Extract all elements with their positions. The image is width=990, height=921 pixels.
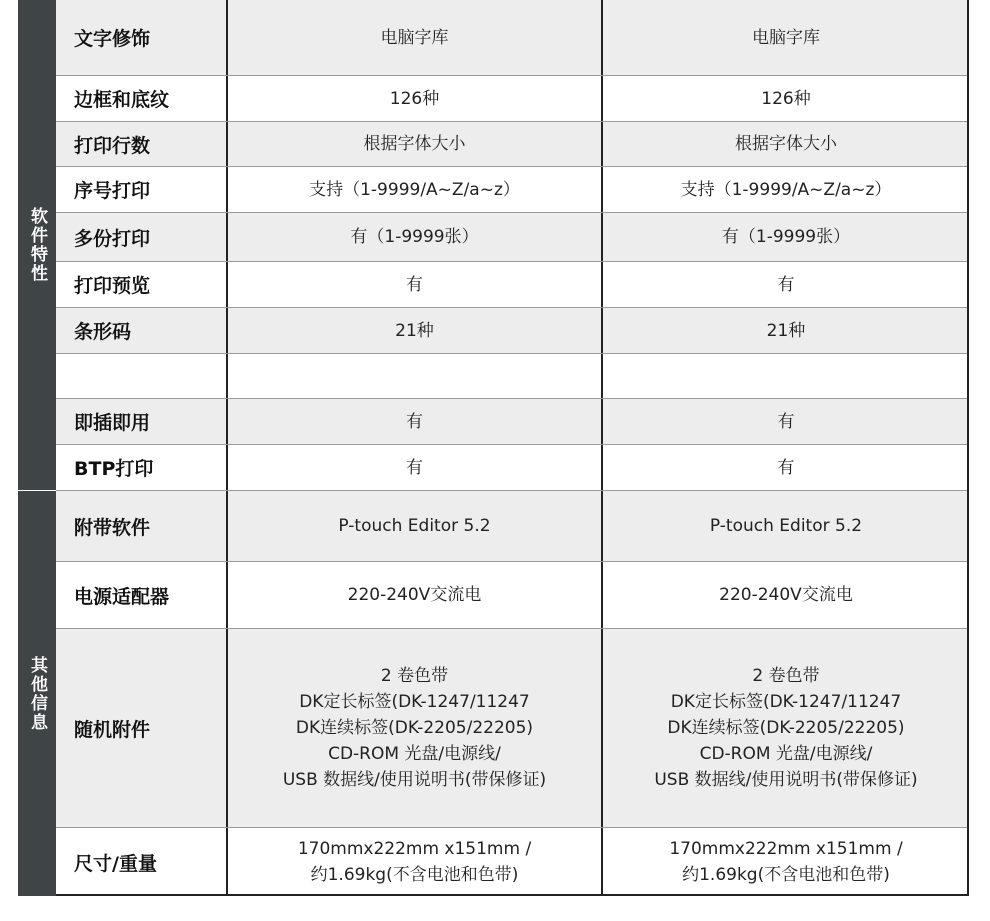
model1-value: 电脑字库 xyxy=(226,0,601,75)
model2-value: P-touch Editor 5.2 xyxy=(601,491,969,561)
row-label: BTP打印 xyxy=(74,458,154,480)
model1-value: 220-240V交流电 xyxy=(226,562,601,628)
dimension-line: 170mmx222mm x151mm / xyxy=(297,839,532,859)
table-row xyxy=(56,308,969,354)
dimension-line: 170mmx222mm x151mm / xyxy=(669,839,903,859)
model1-value: 有 xyxy=(226,445,601,490)
accessory-line: 2 卷色带 xyxy=(752,666,820,686)
row-label: 边框和底纹 xyxy=(74,89,170,111)
row-label: 尺寸/重量 xyxy=(74,852,157,875)
table-row xyxy=(56,629,969,828)
table-row xyxy=(56,399,969,445)
row-label: 多份打印 xyxy=(74,227,151,250)
model2-value xyxy=(601,629,969,827)
accessory-line: DK连续标签(DK-2205/22205) xyxy=(295,718,534,738)
table-border-bottom xyxy=(56,894,969,896)
accessory-line: DK定长标签(DK-1247/11247 xyxy=(670,692,902,712)
table-row xyxy=(56,167,969,213)
accessory-line: CD-ROM 光盘/电源线/ xyxy=(699,744,873,764)
table-row xyxy=(56,445,969,491)
row-label: 条形码 xyxy=(74,321,132,343)
model2-value xyxy=(601,354,969,398)
weight-line: 约1.69kg(不含电池和色带) xyxy=(310,865,519,885)
table-row xyxy=(56,354,969,399)
section-label-char: 软件特性 xyxy=(27,207,47,283)
model2-value: 根据字体大小 xyxy=(601,122,969,166)
row-label: 附带软件 xyxy=(74,516,151,539)
model1-value xyxy=(226,629,601,827)
accessory-line: USB 数据线/使用说明书(带保修证) xyxy=(654,770,918,790)
table-row xyxy=(56,828,969,896)
section-label-char: 其他信息 xyxy=(27,655,47,732)
model2-value: 220-240V交流电 xyxy=(601,562,969,628)
table-row xyxy=(56,262,969,308)
section-divider xyxy=(18,490,56,491)
model2-value: 电脑字库 xyxy=(601,0,969,75)
table-border-right xyxy=(967,0,969,896)
accessory-line: DK连续标签(DK-2205/22205) xyxy=(667,718,905,738)
row-label: 序号打印 xyxy=(74,180,151,202)
model1-value: 有 xyxy=(226,399,601,444)
table-row xyxy=(56,76,969,122)
model2-value xyxy=(601,828,969,896)
table-row xyxy=(56,491,969,562)
model1-value: 21种 xyxy=(226,308,601,353)
model2-value: 有（1-9999张） xyxy=(601,213,969,261)
accessory-line: USB 数据线/使用说明书(带保修证) xyxy=(282,770,547,790)
model2-value: 126种 xyxy=(601,76,969,121)
model1-value: 支持（1-9999/A~Z/a~z） xyxy=(226,167,601,212)
table-row xyxy=(56,213,969,262)
model1-value: 根据字体大小 xyxy=(226,122,601,166)
row-label: 打印预览 xyxy=(74,275,151,297)
model1-value xyxy=(226,354,601,398)
model1-value: 126种 xyxy=(226,76,601,121)
row-label: 即插即用 xyxy=(74,412,151,434)
row-label: 文字修饰 xyxy=(74,28,151,50)
row-label: 电源适配器 xyxy=(74,585,170,608)
model2-value: 有 xyxy=(601,399,969,444)
table-row xyxy=(56,0,969,76)
model1-value: 有 xyxy=(226,262,601,307)
table-row xyxy=(56,122,969,167)
section-software-features xyxy=(18,0,56,490)
row-label: 打印行数 xyxy=(74,134,151,157)
row-label: 随机附件 xyxy=(74,718,151,741)
model2-value: 支持（1-9999/A~Z/a~z） xyxy=(601,167,969,212)
row-label xyxy=(56,354,226,398)
accessory-line: 2 卷色带 xyxy=(380,666,449,686)
model1-value: P-touch Editor 5.2 xyxy=(226,491,601,561)
weight-line: 约1.69kg(不含电池和色带) xyxy=(682,865,890,885)
table-row xyxy=(56,562,969,629)
model2-value: 有 xyxy=(601,262,969,307)
accessory-line: DK定长标签(DK-1247/11247 xyxy=(299,692,530,712)
accessory-line: CD-ROM 光盘/电源线/ xyxy=(328,744,501,764)
model1-value xyxy=(226,828,601,896)
model1-value: 有（1-9999张） xyxy=(226,213,601,261)
section-other-info xyxy=(18,491,56,896)
model2-value: 有 xyxy=(601,445,969,490)
model2-value: 21种 xyxy=(601,308,969,353)
